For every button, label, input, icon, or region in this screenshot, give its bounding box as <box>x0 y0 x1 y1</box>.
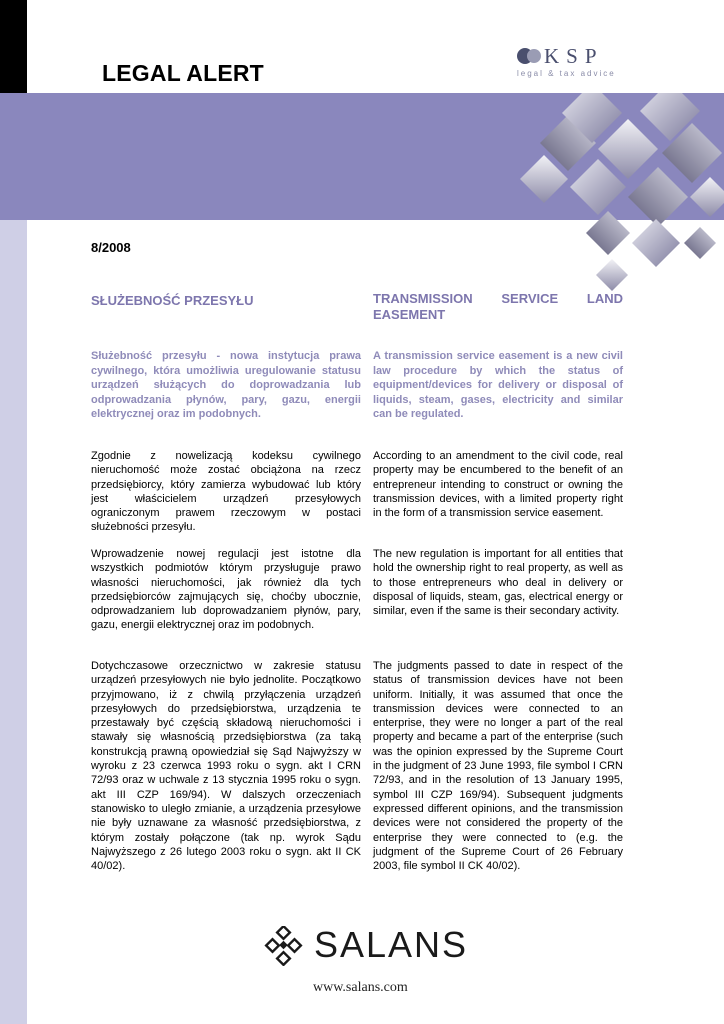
english-paragraph: The new regulation is important for all entities that hold the ownership right to real property, as well as to those entrepreneurs who deal in delivery or disposal of liquids, steam, gas, electrical energy or similar, even if the same is their secondary activity. <box>373 548 623 618</box>
header-black-bar <box>0 0 27 93</box>
salans-brand-text: SALANS <box>314 924 469 965</box>
english-lead: A transmission service easement is a new civil law procedure by which the status of equipment/devices for delivery or disposal of liquids, steam, gases, electricity and similar can be regulated. <box>373 350 623 421</box>
polish-paragraph: Zgodnie z nowelizacją kodeksu cywilnego nieruchomość może zostać obciążona na rzecz przedsiębiorcy, który zamierza wybudować lub który jest właścicielem urządzeń przesyłowych ograniczonym prawem rzeczowym w postaci służebności przesyłu. <box>91 450 361 534</box>
polish-title: SŁUŻEBNOŚĆ PRZESYŁU <box>91 293 254 308</box>
architecture-mosaic-image <box>500 93 724 293</box>
english-title: TRANSMISSION SERVICE LAND EASEMENT <box>373 291 623 322</box>
ksp-logo <box>516 44 626 84</box>
salans-diamond-icon <box>262 926 306 966</box>
ksp-logo-subtitle: legal & tax advice <box>517 69 616 78</box>
polish-paragraph: Wprowadzenie nowej regulacji jest istotne dla wszystkich podmiotów którym przysługuje prawo własności nieruchomości, jak również dla tych przedsiębiorców zajmujących się, choćby ubocznie, odprowadzaniem lub doprowadzaniem płynów, pary, gazu, energii elektrycznej oraz im podobnych. <box>91 548 361 632</box>
polish-paragraph: Dotychczasowe orzecznictwo w zakresie statusu urządzeń przesyłowych nie było jednolite. Początkowo przyjmowano, iż z chwilą przyłączenia urządzeń przesyłowych do przedsiębiorstwa, urządzenia te przestawały być częścią składową nieruchomości i stawały się własnością przedsiębiorstwa (za taką konstrukcją prawną opowiedział się Sąd Najwyższy w wyroku z 23 czerwca 1993 roku o sygn. akt I CRN 72/93 oraz w uchwale z 13 stycznia 1995 roku o sygn. akt III CZP 169/94). W dalszych orzeczeniach stanowisko to uległo zmianie, a urządzenia przesyłowe nie były uznawane za własność przedsiębiorstwa, z którym zostały połączone (tak np. wyrok Sądu Najwyższego z 26 lutego 2003 roku o sygn. akt II CK 40/02). <box>91 660 361 873</box>
salans-logo <box>262 924 502 968</box>
issue-number: 8/2008 <box>91 240 131 255</box>
website-url[interactable]: www.salans.com <box>313 980 408 995</box>
ksp-logo-text: KSP <box>544 44 604 68</box>
left-side-stripe <box>0 220 27 1024</box>
english-paragraph: The judgments passed to date in respect of the status of transmission devices have not been uniform. Initially, it was assumed that once the transmission devices were connected to an enterprise, they were no longer a part of the real property and became a part of the enterprise (such was the opinion expressed by the Supreme Court in the judgment of 23 June 1993, file symbol I CRN 72/93, and in the resolution of 13 January 1995, symbol III CZP 169/94). Subsequent judgments expressed different opinions, and the transmission devices were not considered the property of the enterprise they were connected to (e.g. the judgment of the Supreme Court of 26 February 2003, file symbol II CK 40/02). <box>373 660 623 873</box>
ksp-circles-icon <box>516 46 542 66</box>
english-paragraph: According to an amendment to the civil code, real property may be encumbered to the benefit of an entrepreneur intending to construct or owning the transmission devices, with a limited property right in the form of a transmission service easement. <box>373 450 623 520</box>
polish-lead: Służebność przesyłu - nowa instytucja prawa cywilnego, która umożliwia uregulowanie statusu urządzeń służących do doprowadzania lub odprowadzania płynów, pary, gazu, energii elektrycznej oraz im podobnych. <box>91 350 361 421</box>
page-title: LEGAL ALERT <box>102 60 264 86</box>
